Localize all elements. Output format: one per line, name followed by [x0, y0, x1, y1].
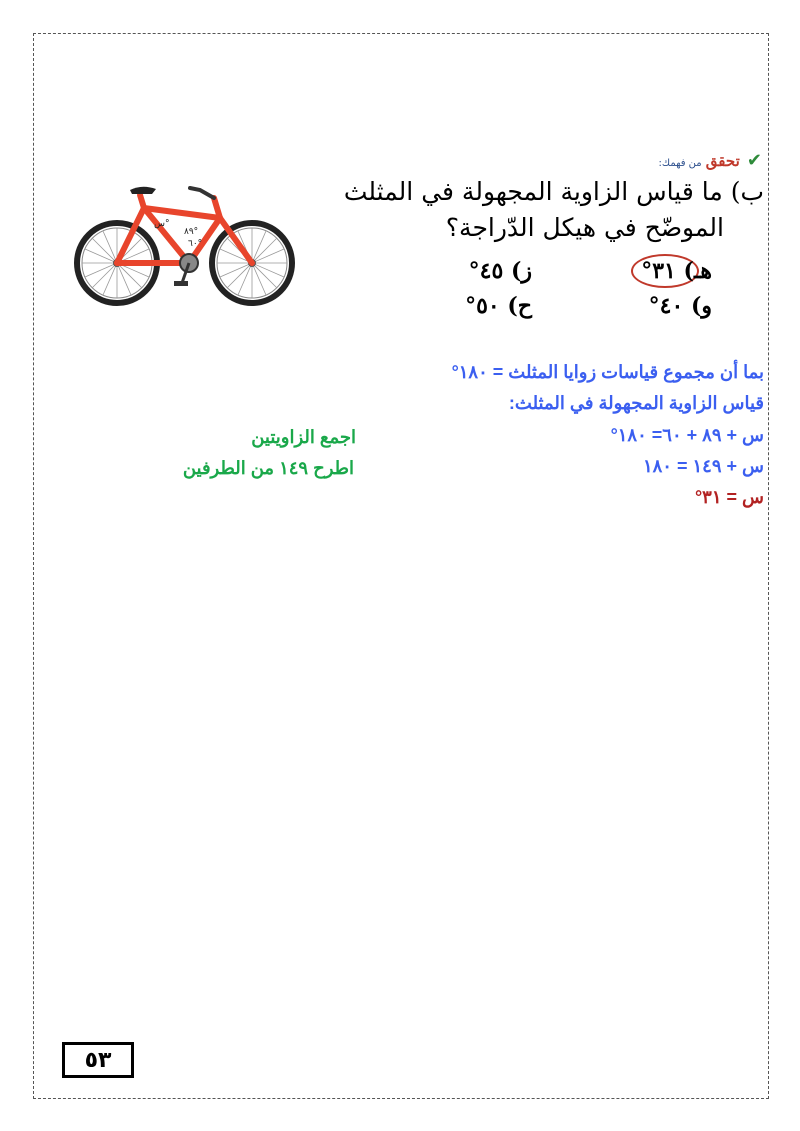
check-subtitle: من فهمك: — [658, 158, 702, 169]
solution-answer: س = ٣١° — [694, 487, 764, 507]
page-number: ٥٣ — [62, 1042, 134, 1078]
bicycle-illustration — [72, 180, 302, 310]
option-h2: ح) ٥٠° — [465, 293, 532, 319]
check-title: تحقق — [705, 152, 740, 170]
angle-label-60: ٦٠° — [188, 239, 203, 249]
note-subtract: اطرح ١٤٩ من الطرفين — [182, 458, 354, 478]
handlebar — [190, 188, 214, 198]
seat — [130, 187, 156, 194]
question-line-2: الموضّح في هيكل الدّراجة؟ — [445, 213, 724, 242]
solution-line-2: قياس الزاوية المجهولة في المثلث: — [508, 393, 764, 413]
checkmark-icon: ✔ — [746, 150, 762, 171]
solution-line-3: س + ٨٩ + ٦٠= ١٨٠° — [610, 425, 764, 445]
solution-line-1: بما أن مجموع قياسات زوايا المثلث = ١٨٠° — [451, 362, 764, 382]
question-line-1: ب) ما قياس الزاوية المجهولة في المثلث — [343, 177, 764, 206]
option-h: هـ) ٣١° — [641, 258, 712, 284]
option-w: و) ٤٠° — [648, 293, 712, 319]
pedal — [174, 281, 188, 286]
check-understanding-header — [659, 150, 762, 171]
option-z: ز) ٤٥° — [468, 258, 532, 284]
solution-line-4: س + ١٤٩ = ١٨٠ — [642, 456, 764, 476]
note-add-angles: اجمع الزاويتين — [251, 427, 356, 447]
angle-label-89: ٨٩° — [184, 227, 199, 237]
angle-label-x: س° — [154, 219, 170, 229]
